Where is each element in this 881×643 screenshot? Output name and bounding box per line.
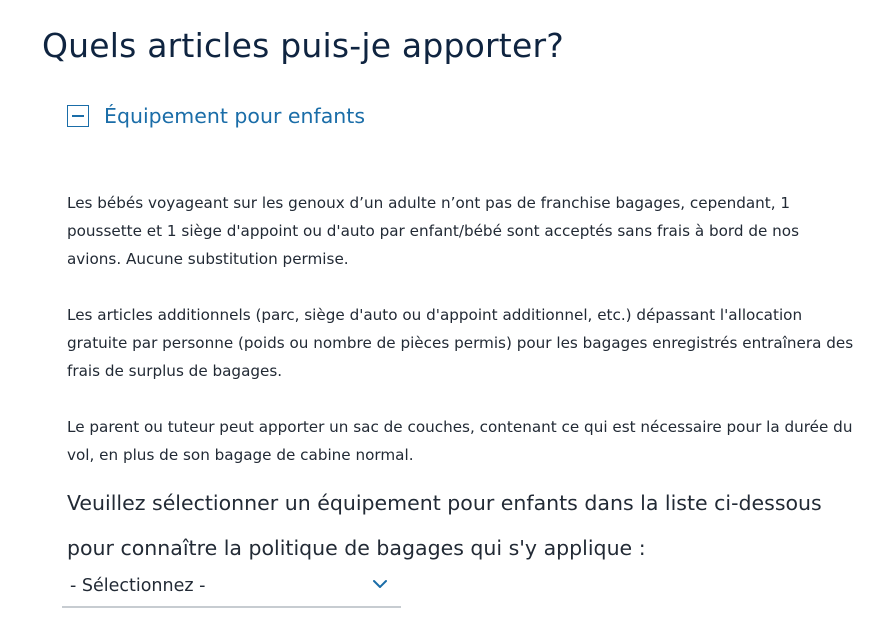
paragraph-diaper-bag: Le parent ou tuteur peut apporter un sac de couches, contenant ce qui est nécessaire pour la durée du vol, en plus de son bagage de cabine normal. xyxy=(67,418,853,464)
accordion-content xyxy=(67,189,857,497)
select-instruction: Veuillez sélectionner un équipement pour enfants dans la liste ci-dessous pour connaître la politique de bagages qui s'y applique : xyxy=(67,491,822,560)
equipment-select[interactable] xyxy=(62,572,401,608)
accordion-title[interactable]: Équipement pour enfants xyxy=(104,104,365,128)
select-value[interactable]: - Sélectionnez - xyxy=(70,576,206,596)
minus-square-icon[interactable] xyxy=(67,105,89,127)
paragraph-additional-items: Les articles additionnels (parc, siège d'auto ou d'appoint additionnel, etc.) dépassant l'allocation gratuite par personne (poids ou nombre de pièces permis) pour les bagages enregistrés entraînera des frais de surplus de bagages. xyxy=(67,306,854,380)
page-title: Quels articles puis-je apporter? xyxy=(42,26,564,65)
chevron-down-icon[interactable] xyxy=(371,577,389,591)
paragraph-infant-allowance: Les bébés voyageant sur les genoux d’un adulte n’ont pas de franchise bagages, cependant, 1 poussette et 1 siège d'appoint ou d'auto par enfant/bébé sont acceptés sans frais à bord de nos avions. Aucune substitution permise. xyxy=(67,194,799,268)
accordion-header-equipement-enfants[interactable] xyxy=(67,104,365,128)
